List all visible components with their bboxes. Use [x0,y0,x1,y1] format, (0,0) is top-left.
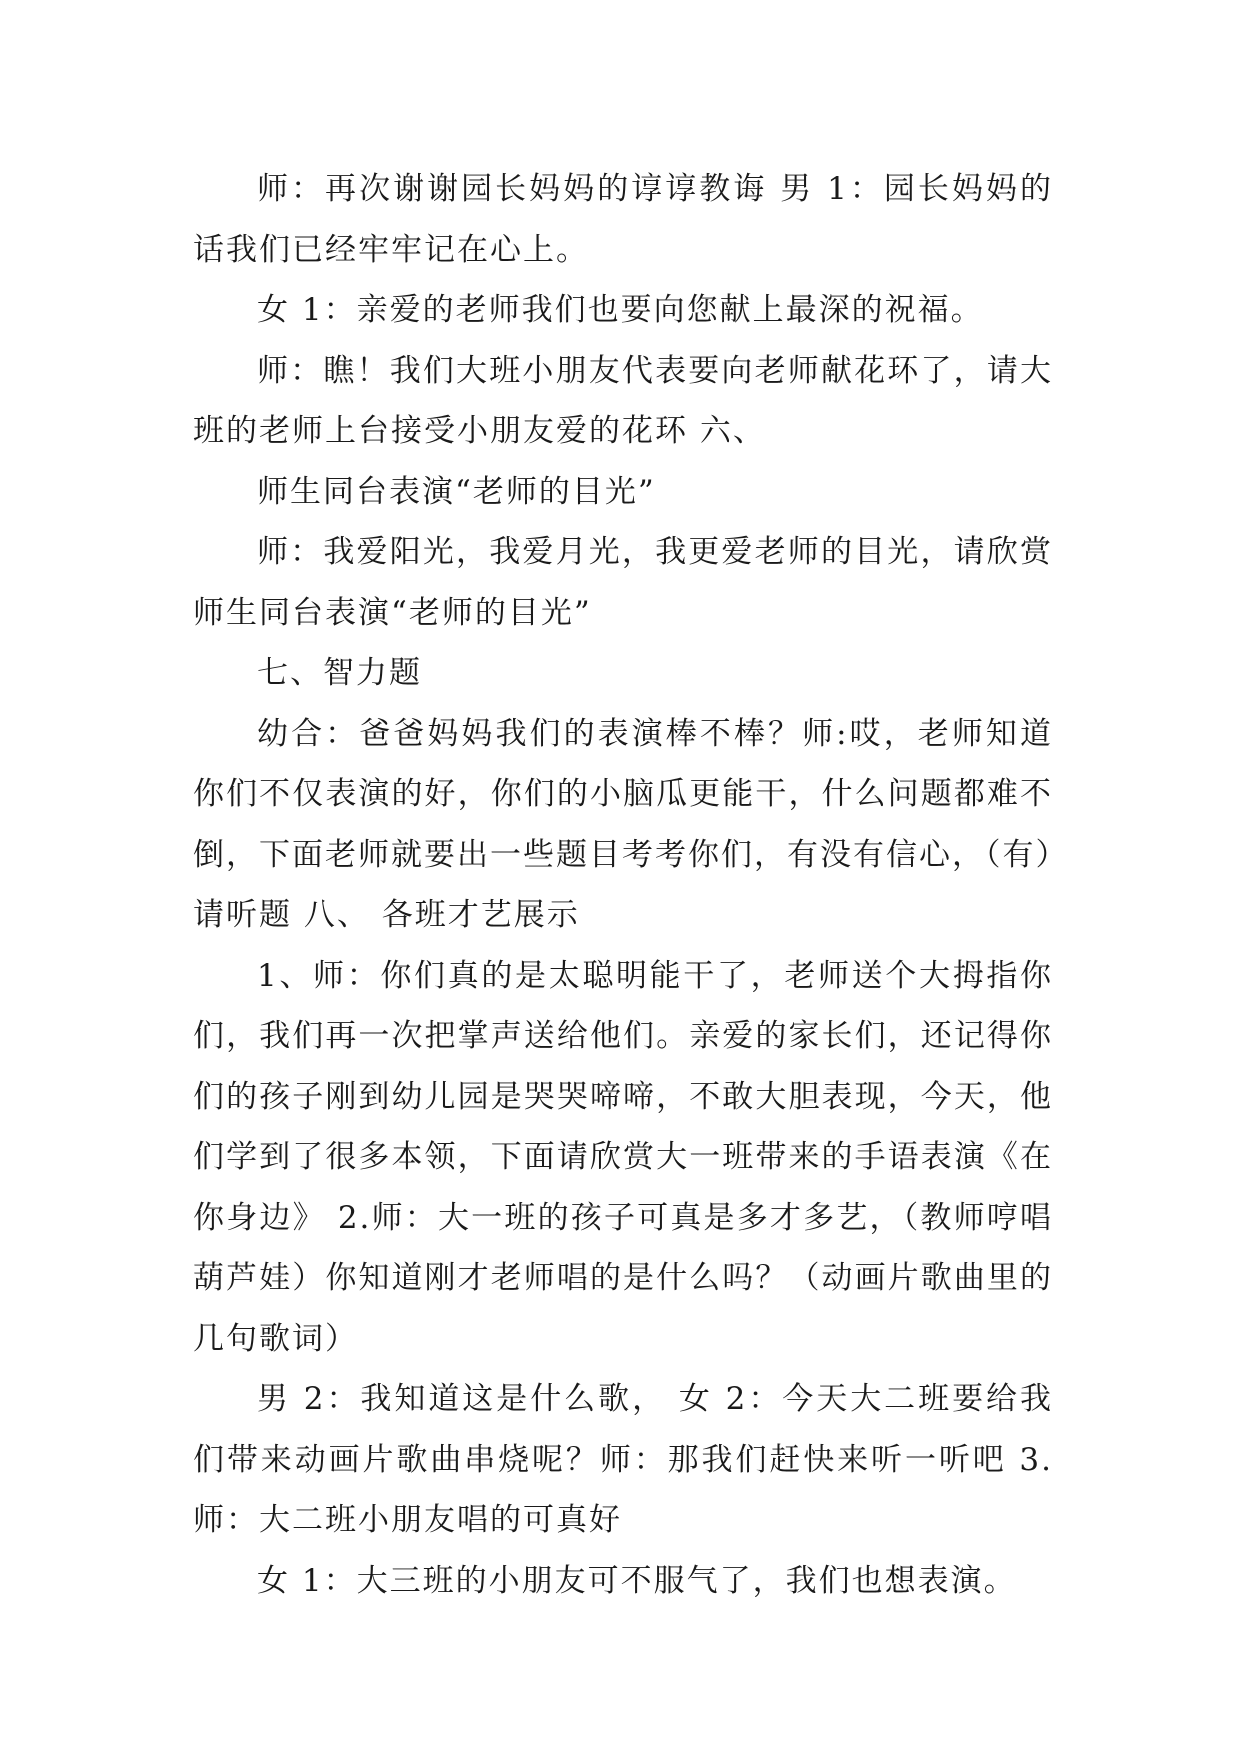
paragraph-3: 师：瞧！我们大班小朋友代表要向老师献花环了，请大班的老师上台接受小朋友爱的花环 六、 [193,352,1053,449]
paragraph-9: 男 2：我知道这是什么歌， 女 2：今天大二班要给我们带来动画片歌曲串烧呢？师：那我们赶快来听一听吧 3.师：大二班小朋友唱的可真好 [193,1381,1053,1538]
paragraph-5: 师：我爱阳光，我爱月光，我更爱老师的目光，请欣赏师生同台表演“老师的目光” [193,534,1053,631]
document-body [193,159,1053,1611]
paragraph-2: 女 1：亲爱的老师我们也要向您献上最深的祝福。 [257,292,984,328]
paragraph-7: 幼合：爸爸妈妈我们的表演棒不棒？师:哎，老师知道你们不仅表演的好，你们的小脑瓜更能干，什么问题都难不倒，下面老师就要出一些题目考考你们，有没有信心，（有）请听题 八、 各班才艺展示 [193,715,1053,933]
paragraph-4: 师生同台表演“老师的目光” [257,473,656,510]
paragraph-10: 女 1：大三班的小朋友可不服气了，我们也想表演。 [257,1562,1017,1599]
paragraph-8: 1、师：你们真的是太聪明能干了，老师送个大拇指你们，我们再一次把掌声送给他们。亲爱的家长们，还记得你们的孩子刚到幼儿园是哭哭啼啼，不敢大胆表现，今天，他们学到了很多本领，下面请欣赏大一班带来的手语表演《在你身边》 2.师：大一班的孩子可真是多才多艺，（教师哼唱葫芦娃）你知道刚才老师唱的是什么吗？（动画片歌曲里的几句歌词） [193,957,1053,1357]
paragraph-1: 师：再次谢谢园长妈妈的谆谆教诲 男 1：园长妈妈的话我们已经牢牢记在心上。 [193,171,1053,268]
paragraph-6: 七、智力题 [257,655,422,691]
